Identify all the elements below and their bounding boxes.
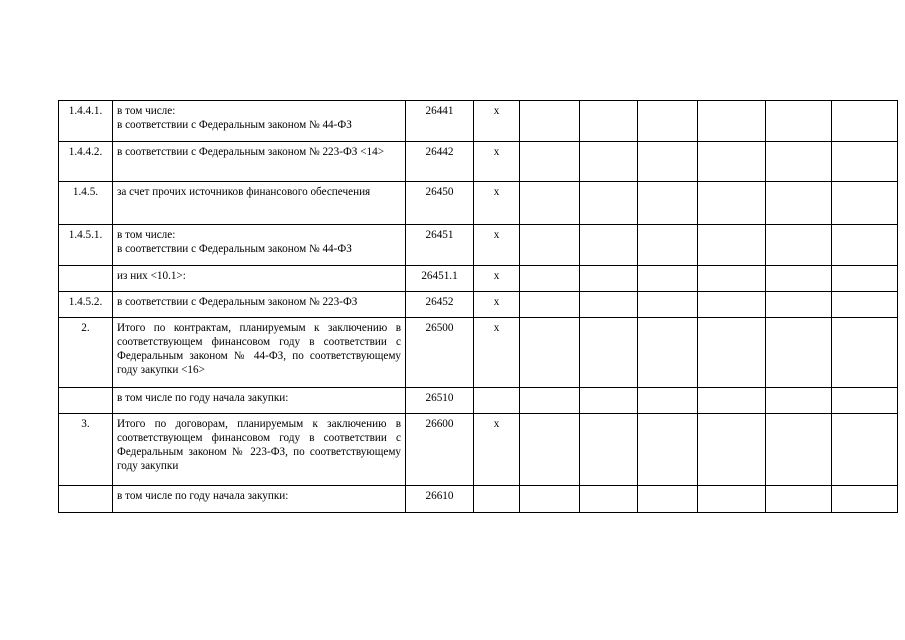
- row-code-cell: 26500: [406, 318, 474, 388]
- budget-table: [58, 100, 898, 513]
- row-mark-cell: x: [474, 142, 520, 182]
- row-number-cell: 1.4.5.: [59, 182, 113, 225]
- empty-value-cell: [766, 414, 832, 486]
- description-line: за счет прочих источников финансового обеспечения: [117, 186, 371, 198]
- empty-value-cell: [698, 414, 766, 486]
- row-number-cell: [59, 486, 113, 513]
- table-row: [59, 142, 898, 182]
- empty-value-cell: [580, 142, 638, 182]
- description-line: Итого по договорам, планируемым к заключению в соответствующем финансовом году в соответствии с Федеральным законом № 223-ФЗ, по соответствующему году закупки: [117, 418, 401, 472]
- empty-value-cell: [766, 142, 832, 182]
- empty-value-cell: [580, 182, 638, 225]
- empty-value-cell: [520, 318, 580, 388]
- empty-value-cell: [698, 318, 766, 388]
- table-row: [59, 318, 898, 388]
- row-number-cell: 1.4.4.1.: [59, 101, 113, 142]
- row-description-cell: [113, 182, 406, 225]
- empty-value-cell: [766, 225, 832, 266]
- empty-value-cell: [580, 292, 638, 318]
- row-description-cell: [113, 388, 406, 414]
- row-code-cell: 26510: [406, 388, 474, 414]
- empty-value-cell: [638, 142, 698, 182]
- empty-value-cell: [832, 142, 898, 182]
- table-row: [59, 101, 898, 142]
- empty-value-cell: [520, 182, 580, 225]
- empty-value-cell: [520, 486, 580, 513]
- description-line: в соответствии с Федеральным законом № 223-ФЗ: [117, 296, 358, 308]
- empty-value-cell: [698, 182, 766, 225]
- empty-value-cell: [832, 101, 898, 142]
- row-description-cell: [113, 292, 406, 318]
- row-code-cell: 26451.1: [406, 266, 474, 292]
- empty-value-cell: [832, 225, 898, 266]
- description-line: в том числе:: [117, 105, 176, 117]
- empty-value-cell: [580, 486, 638, 513]
- row-number-cell: 2.: [59, 318, 113, 388]
- row-description-cell: [113, 414, 406, 486]
- empty-value-cell: [698, 101, 766, 142]
- empty-value-cell: [766, 388, 832, 414]
- row-number-cell: 1.4.5.2.: [59, 292, 113, 318]
- row-number-cell: [59, 388, 113, 414]
- row-mark-cell: x: [474, 182, 520, 225]
- table-row: [59, 292, 898, 318]
- empty-value-cell: [698, 486, 766, 513]
- row-number-cell: 1.4.4.2.: [59, 142, 113, 182]
- empty-value-cell: [766, 182, 832, 225]
- row-description-cell: [113, 318, 406, 388]
- description-line: в соответствии с Федеральным законом № 223-ФЗ <14>: [117, 146, 385, 158]
- row-description-cell: [113, 225, 406, 266]
- empty-value-cell: [520, 388, 580, 414]
- row-code-cell: 26600: [406, 414, 474, 486]
- empty-value-cell: [638, 388, 698, 414]
- empty-value-cell: [638, 318, 698, 388]
- empty-value-cell: [766, 486, 832, 513]
- empty-value-cell: [832, 318, 898, 388]
- empty-value-cell: [638, 101, 698, 142]
- empty-value-cell: [766, 318, 832, 388]
- row-description-cell: [113, 101, 406, 142]
- table-row: [59, 486, 898, 513]
- row-code-cell: 26442: [406, 142, 474, 182]
- row-code-cell: 26610: [406, 486, 474, 513]
- row-mark-cell: [474, 486, 520, 513]
- empty-value-cell: [832, 182, 898, 225]
- table-row: [59, 388, 898, 414]
- empty-value-cell: [766, 101, 832, 142]
- row-mark-cell: x: [474, 414, 520, 486]
- empty-value-cell: [698, 388, 766, 414]
- description-line: в том числе по году начала закупки:: [117, 392, 289, 404]
- row-mark-cell: x: [474, 225, 520, 266]
- row-mark-cell: [474, 388, 520, 414]
- row-code-cell: 26451: [406, 225, 474, 266]
- table-row: [59, 225, 898, 266]
- empty-value-cell: [638, 414, 698, 486]
- table-row: [59, 414, 898, 486]
- empty-value-cell: [698, 266, 766, 292]
- empty-value-cell: [698, 142, 766, 182]
- row-mark-cell: x: [474, 318, 520, 388]
- row-number-cell: 3.: [59, 414, 113, 486]
- empty-value-cell: [638, 182, 698, 225]
- row-mark-cell: x: [474, 292, 520, 318]
- row-code-cell: 26441: [406, 101, 474, 142]
- table-row: [59, 182, 898, 225]
- empty-value-cell: [580, 266, 638, 292]
- empty-value-cell: [832, 388, 898, 414]
- empty-value-cell: [580, 318, 638, 388]
- description-line: в том числе по году начала закупки:: [117, 490, 289, 502]
- empty-value-cell: [520, 266, 580, 292]
- row-number-cell: [59, 266, 113, 292]
- description-line: в том числе:: [117, 229, 176, 241]
- empty-value-cell: [580, 225, 638, 266]
- empty-value-cell: [766, 266, 832, 292]
- table-row: [59, 266, 898, 292]
- empty-value-cell: [520, 101, 580, 142]
- empty-value-cell: [580, 388, 638, 414]
- row-description-cell: [113, 266, 406, 292]
- empty-value-cell: [638, 266, 698, 292]
- empty-value-cell: [520, 142, 580, 182]
- empty-value-cell: [638, 292, 698, 318]
- row-code-cell: 26452: [406, 292, 474, 318]
- empty-value-cell: [832, 486, 898, 513]
- table-body: [59, 101, 898, 513]
- description-line: из них <10.1>:: [117, 270, 186, 282]
- empty-value-cell: [520, 414, 580, 486]
- row-number-cell: 1.4.5.1.: [59, 225, 113, 266]
- empty-value-cell: [766, 292, 832, 318]
- empty-value-cell: [520, 225, 580, 266]
- row-mark-cell: x: [474, 101, 520, 142]
- empty-value-cell: [832, 292, 898, 318]
- empty-value-cell: [832, 266, 898, 292]
- description-line: в соответствии с Федеральным законом № 44-ФЗ: [117, 119, 352, 131]
- empty-value-cell: [520, 292, 580, 318]
- empty-value-cell: [698, 292, 766, 318]
- empty-value-cell: [580, 414, 638, 486]
- description-line: Итого по контрактам, планируемым к заключению в соответствующем финансовом году в соответствии с Федеральным законом № 44-ФЗ, по соответствующему году закупки <16>: [117, 322, 401, 376]
- row-description-cell: [113, 486, 406, 513]
- empty-value-cell: [698, 225, 766, 266]
- row-description-cell: [113, 142, 406, 182]
- empty-value-cell: [638, 225, 698, 266]
- empty-value-cell: [580, 101, 638, 142]
- empty-value-cell: [832, 414, 898, 486]
- row-code-cell: 26450: [406, 182, 474, 225]
- description-line: в соответствии с Федеральным законом № 44-ФЗ: [117, 243, 352, 255]
- row-mark-cell: x: [474, 266, 520, 292]
- empty-value-cell: [638, 486, 698, 513]
